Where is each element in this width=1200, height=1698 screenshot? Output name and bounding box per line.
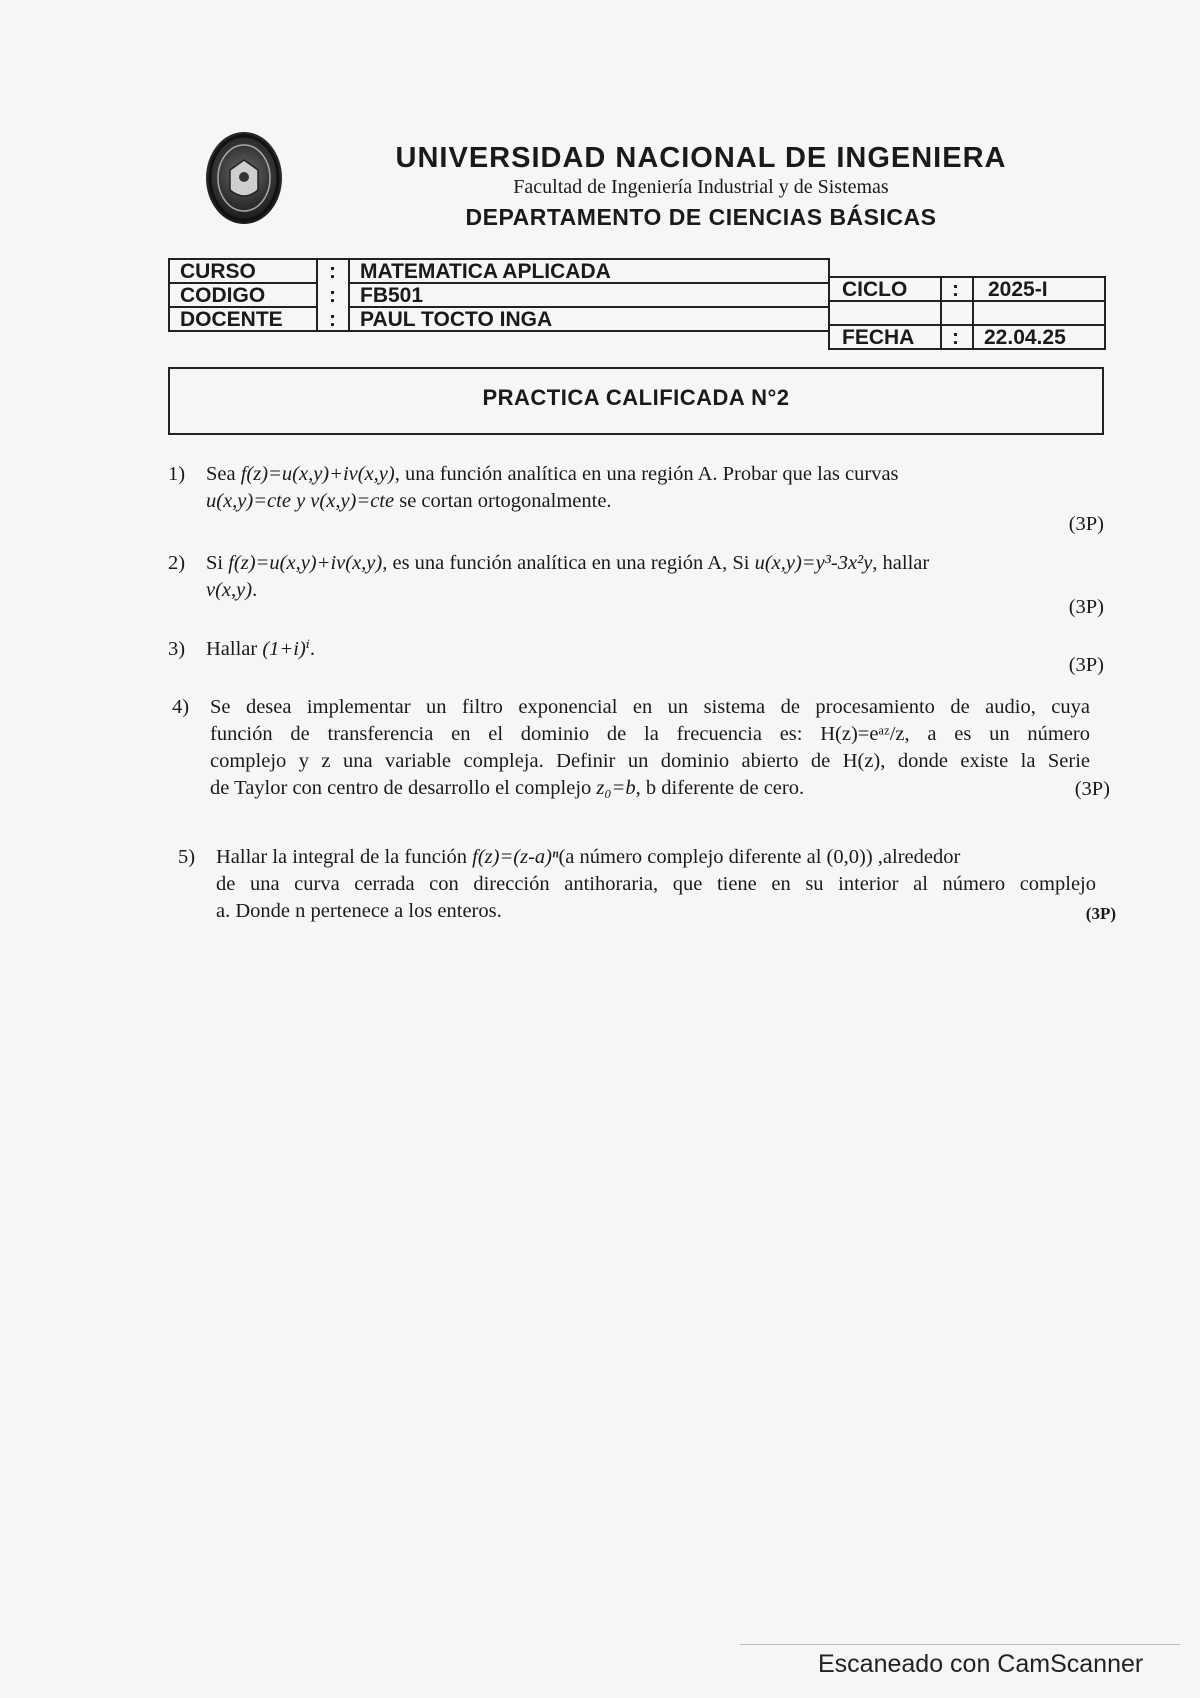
text-line: Se desea implementar un filtro exponencial en un sistema de procesamiento de audio, cuya: [210, 696, 1090, 718]
code-label: CODIGO: [180, 284, 266, 307]
course-value: MATEMATICA APLICADA: [360, 260, 611, 283]
math-expression: f(z)=u(x,y)+iv(x,y): [240, 463, 395, 485]
course-separator: :: [329, 260, 336, 283]
question-text: [210, 694, 1090, 802]
teacher-separator: :: [329, 308, 336, 331]
math-expression: z₀=b: [596, 777, 636, 799]
text-fragment: , b diferente de cero.: [635, 777, 805, 799]
text-fragment: , una función analítica en una región A. Probar que las curvas: [394, 463, 899, 485]
code-separator: :: [329, 284, 336, 307]
faculty-name: Facultad de Ingeniería Industrial y de Sistemas: [513, 176, 889, 198]
date-value: 22.04.25: [984, 326, 1066, 349]
question-points: (3P): [1085, 904, 1116, 923]
question-1: [168, 461, 1104, 535]
question-4: [172, 694, 1110, 814]
text-fragment: (a número complejo diferente al (0,0)) ,alrededor: [558, 846, 961, 868]
question-points: (3P): [1074, 778, 1110, 800]
text-fragment: Sea: [206, 463, 241, 485]
text-line: a. Donde n pertenece a los enteros.: [216, 900, 502, 922]
text-fragment: , hallar: [872, 552, 930, 574]
footer-divider: [740, 1644, 1180, 1645]
question-3: [168, 636, 1104, 682]
text-line: función de transferencia en el dominio de la frecuencia es: H(z)=eᵃᶻ/z, a es un número: [210, 723, 1090, 745]
text-fragment: de Taylor con centro de desarrollo el complejo: [210, 777, 597, 799]
math-expression: f(z)=(z-a)ⁿ: [472, 846, 559, 868]
text-fragment: Hallar: [206, 638, 263, 660]
date-separator: :: [952, 326, 959, 349]
text-fragment: .: [309, 638, 316, 660]
question-number: 5): [178, 846, 196, 868]
exam-title-box: [168, 367, 1104, 435]
math-expression: f(z)=u(x,y)+iv(x,y): [228, 552, 383, 574]
cycle-label: CICLO: [842, 278, 908, 301]
department-name: DEPARTAMENTO DE CIENCIAS BÁSICAS: [465, 204, 937, 230]
question-points: (3P): [1068, 513, 1104, 535]
university-name: UNIVERSIDAD NACIONAL DE INGENIERA: [395, 142, 1007, 174]
question-points: (3P): [1068, 596, 1104, 618]
scanner-watermark: Escaneado con CamScanner: [818, 1650, 1144, 1678]
course-info-table: [168, 258, 1106, 354]
text-fragment: Hallar la integral de la función: [216, 846, 473, 868]
text-fragment: Si: [206, 552, 229, 574]
question-2: [168, 550, 1104, 620]
math-expression: u(x,y)=cte y v(x,y)=cte: [206, 490, 395, 512]
teacher-label: DOCENTE: [180, 308, 283, 331]
question-number: 2): [168, 552, 186, 574]
cycle-separator: :: [952, 278, 959, 301]
teacher-value: PAUL TOCTO INGA: [360, 308, 553, 331]
question-points: (3P): [1068, 654, 1104, 676]
text-fragment: se cortan ortogonalmente.: [394, 490, 612, 512]
question-number: 3): [168, 638, 186, 660]
cycle-value: 2025-I: [988, 278, 1048, 301]
question-number: 4): [172, 696, 190, 718]
math-expression: u(x,y)=y³-3x²y: [754, 552, 873, 574]
course-label: CURSO: [180, 260, 256, 283]
text-line: de una curva cerrada con dirección antihoraria, que tiene en su interior al número complejo: [216, 873, 1096, 895]
text-fragment: , es una función analítica en una región A, Si: [382, 552, 755, 574]
math-expression: (1+i)ⁱ: [262, 638, 310, 660]
university-seal-icon: [206, 132, 282, 224]
question-5: [178, 844, 1116, 940]
math-expression: v(x,y): [206, 579, 253, 601]
question-number: 1): [168, 463, 186, 485]
code-value: FB501: [360, 284, 424, 307]
exam-title: PRACTICA CALIFICADA N°2: [482, 385, 790, 410]
text-fragment: .: [252, 579, 258, 601]
text-line: complejo y z una variable compleja. Definir un dominio abierto de H(z), donde existe la Serie: [210, 750, 1090, 772]
question-text: [206, 461, 1056, 515]
date-label: FECHA: [842, 326, 915, 349]
question-text: [206, 636, 806, 663]
question-text: [216, 844, 1096, 925]
question-text: [206, 550, 1066, 604]
